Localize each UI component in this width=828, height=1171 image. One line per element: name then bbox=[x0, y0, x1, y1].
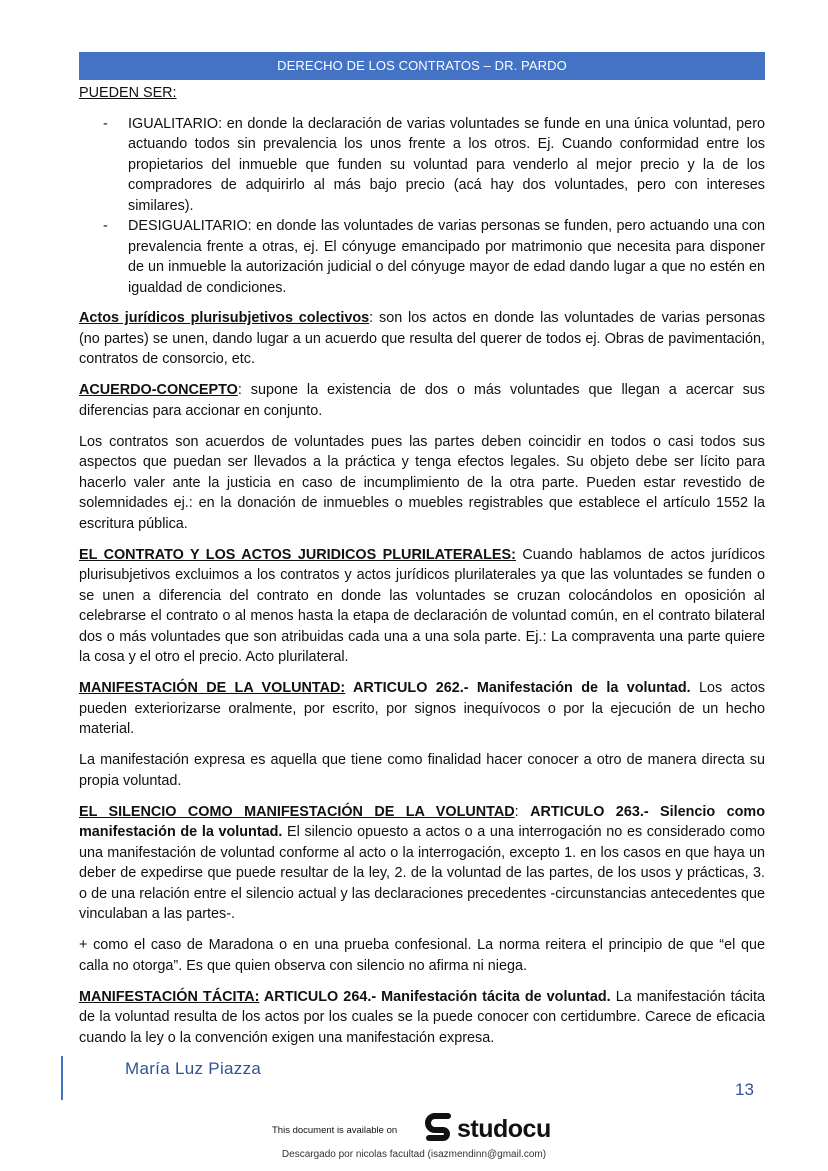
paragraph-maradona bbox=[79, 935, 765, 976]
author-name: María Luz Piazza bbox=[125, 1059, 262, 1078]
paragraph-contratos bbox=[79, 432, 765, 535]
article: ARTICULO 263.- Silencio como manifestación de la voluntad. bbox=[79, 803, 765, 840]
paragraph-tacita bbox=[79, 987, 765, 1049]
list-item: - IGUALITARIO: en donde la declaración de varias voluntades se funde en una única voluntad, pero actuando todos sin prevalencia los unos frente a los otros. Ej. Cuando conformidad entre los propietarios del inmueble que funden su voluntad para venderlo al mejor precio y la de los compradores de adquirirlo al más bajo precio (acá hay dos voluntades, pero con intereses similares). bbox=[79, 114, 765, 217]
available-text: This document is available on bbox=[272, 1125, 398, 1136]
paragraph-plurilaterales bbox=[79, 545, 765, 668]
paragraph-text: La manifestación expresa es aquella que tiene como finalidad hacer conocer a otro de manera directa su propia voluntad. bbox=[79, 752, 765, 789]
paragraph-text: : son los actos en donde las voluntades de varias personas (no partes) se unen, dando lugar a un acuerdo que resulta del querer de todos ej. Obras de pavimentación, contratos de consorcio, etc. bbox=[79, 310, 766, 367]
studocu-s-icon bbox=[424, 1112, 454, 1146]
paragraph-silencio bbox=[79, 802, 765, 925]
term: Actos jurídicos plurisubjetivos colectivos bbox=[79, 310, 370, 326]
term: ACUERDO-CONCEPTO bbox=[79, 382, 238, 398]
logo-text: studocu bbox=[457, 1114, 551, 1143]
paragraph-manifestacion bbox=[79, 678, 765, 740]
header-title: DERECHO DE LOS CONTRATOS – DR. PARDO bbox=[277, 58, 567, 73]
document-body bbox=[79, 83, 765, 1059]
list-item: - DESIGUALITARIO: en donde las voluntades de varias personas se funden, pero actuando una con prevalencia frente a otras, ej. El cónyuge emancipado por matrimonio que necesita para disponer de un inmueble la autorización judicial o del cónyuge mayor de edad dando lugar a que no estén en igualdad de condiciones. bbox=[79, 216, 765, 298]
article: ARTICULO 262.- Manifestación de la voluntad. bbox=[345, 680, 691, 696]
term: MANIFESTACIÓN TÁCITA: bbox=[79, 988, 260, 1005]
dash-list bbox=[79, 114, 765, 299]
paragraph-expresa bbox=[79, 750, 765, 791]
paragraph-text: Los contratos son acuerdos de voluntades pues las partes deben coincidir en todos o casi todos sus aspectos que puedan ser llevados a la práctica y tenga efectos legales. Su objeto debe ser lícito para hacerlo valer ante la justicia en caso de incumplimiento de la otra parte. Pueden estar revestido de solemnidades ej.: en la donación de inmuebles o muebles registrables que establece el artículo 1552 la escritura pública. bbox=[79, 433, 765, 532]
paragraph-text: + como el caso de Maradona o en una prueba confesional. La norma reitera el principio de que “el que calla no otorga”. Es que quien observa con silencio no afirma ni niega. bbox=[79, 937, 765, 974]
footer-accent-bar bbox=[61, 1056, 63, 1100]
paragraph-colectivos bbox=[79, 308, 765, 370]
paragraph-text: Los actos pueden exteriorizarse oralmente, por escrito, por signos inequívocos o por la ejecución de un hecho material. bbox=[79, 680, 765, 737]
article: ARTICULO 264.- Manifestación tácita de voluntad. bbox=[259, 988, 611, 1005]
term: EL SILENCIO COMO MANIFESTACIÓN DE LA VOLUNTAD bbox=[79, 803, 515, 820]
paragraph-acuerdo bbox=[79, 380, 765, 421]
downloaded-by: Descargado por nicolas facultad (isazmendinn@gmail.com) bbox=[281, 1149, 547, 1160]
paragraph-text: La manifestación tácita de la voluntad resulta de los actos por los cuales se la puede conocer con certidumbre. Carece de eficacia cuando la ley o la convención exigen una manifestación expresa. bbox=[79, 988, 766, 1046]
paragraph-text: : supone la existencia de dos o más voluntades que llegan a acercar sus diferencias para accionar en conjunto. bbox=[79, 382, 765, 419]
paragraph-text: Cuando hablamos de actos jurídicos plurisubjetivos excluimos a los contratos y actos jurídicos plurilaterales ya que las voluntades se funden o se unen a diferencia del contrato en donde las voluntades se cruzan colocándolos en oposición al celebrarse el contrato o al menos hasta la etapa de declaración de voluntad común, en el contrato bilateral dos o más voluntades que son atribuidas cada una a una sola parte. Ej.: La compraventa una parte quiere la cosa y el otro el precio. Acto plurilateral. bbox=[79, 546, 765, 665]
term: MANIFESTACIÓN DE LA VOLUNTAD: bbox=[79, 680, 346, 696]
colon: : bbox=[514, 803, 531, 820]
page-number: 13 bbox=[735, 1080, 754, 1099]
section-title: PUEDEN SER: bbox=[79, 85, 177, 101]
page-header bbox=[79, 52, 765, 80]
studocu-logo[interactable] bbox=[424, 1112, 551, 1146]
paragraph-text: El silencio opuesto a actos o a una interrogación no es considerado como una manifestación de voluntad conforme al acto o la interrogación, excepto 1. en los casos en que haya un deber de expedirse que puede resultar de la ley, 2. de la voluntad de las partes, de los usos y prácticas, 3. o de una relación entre el silencio actual y las declaraciones precedentes -circunstancias antecedentes que vinculaban a las partes-. bbox=[79, 824, 765, 922]
term: EL CONTRATO Y LOS ACTOS JURIDICOS PLURILATERALES: bbox=[79, 546, 516, 563]
